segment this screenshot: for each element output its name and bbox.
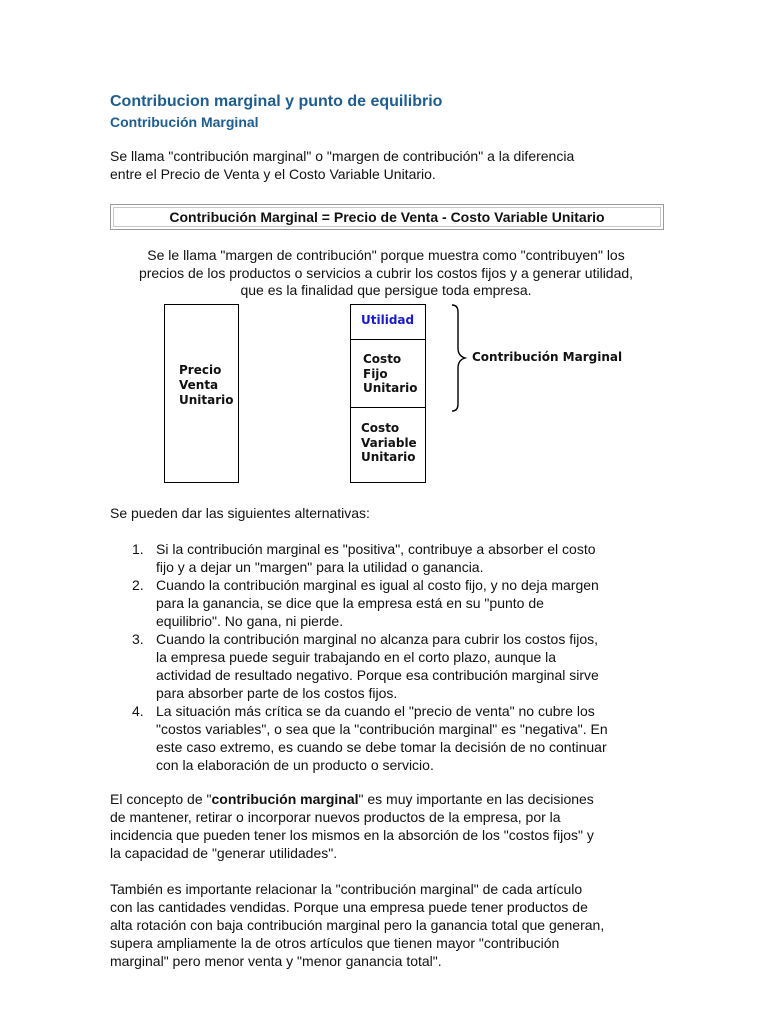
costo-fijo-line: Costo: [363, 352, 402, 366]
list-line: equilibrio". No gana, ni pierde.: [156, 613, 344, 629]
utilidad-label: Utilidad: [361, 313, 415, 327]
concept-line-1: [110, 790, 662, 808]
concept-line: de mantener, retirar o incorporar nuevos productos de la empresa, por la: [110, 809, 561, 825]
list-line: La situación más crítica se da cuando el "precio de venta" no cubre los: [156, 703, 595, 719]
tambien-paragraph: [110, 880, 662, 970]
price-label-line: Precio: [179, 363, 222, 377]
utilidad-cell: [351, 305, 425, 340]
concept-line: la capacidad de "generar utilidades".: [110, 845, 338, 861]
explain-line-2: precios de los productos o servicios a cubrir los costos fijos y a generar utilidad,: [138, 264, 634, 281]
section-subtitle: Contribución Marginal: [110, 114, 259, 130]
intro-line-2: entre el Precio de Venta y el Costo Variable Unitario.: [110, 166, 436, 182]
formula-box: [110, 204, 664, 230]
alternatives-list: [110, 540, 662, 774]
explain-line-1: Se le llama "margen de contribución" porque muestra como "contribuyen" los: [147, 247, 625, 263]
concept-bold: contribución marginal: [211, 791, 359, 807]
explain-line-3: que es la finalidad que persigue toda empresa.: [240, 282, 532, 298]
cost-stack: [350, 304, 426, 483]
document-page: [110, 92, 662, 969]
intro-paragraph: [110, 147, 662, 183]
costo-fijo-line: Unitario: [363, 381, 418, 395]
list-line: fijo y a dejar un "margen" para la utilidad o ganancia.: [156, 559, 484, 575]
tambien-line: supera ampliamente la de otros artículos que tienen mayor "contribución: [110, 935, 560, 951]
list-number: 4.: [132, 703, 144, 719]
page-title: Contribucion marginal y punto de equilibrio: [110, 93, 443, 110]
list-line: "costos variables", o sea que la "contribución marginal" es "negativa". En: [156, 721, 608, 737]
list-item: [110, 702, 662, 774]
costo-variable-line: Costo: [361, 421, 400, 435]
tambien-line: También es importante relacionar la "contribución marginal" de cada artículo: [110, 881, 583, 897]
list-line: Si la contribución marginal es "positiva", contribuye a absorber el costo: [156, 541, 596, 557]
costo-variable-line: Variable: [361, 435, 417, 450]
price-label-line: Unitario: [179, 393, 234, 407]
formula-text: Contribución Marginal = Precio de Venta - Costo Variable Unitario: [113, 207, 661, 227]
contribution-diagram: [110, 302, 662, 487]
list-line: Cuando la contribución marginal no alcanza para cubrir los costos fijos,: [156, 631, 599, 647]
concept-line: incidencia que pueden tener los mismos en la absorción de los "costos fijos" y: [110, 827, 594, 843]
list-line: este caso extremo, es cuando se debe tomar la decisión de no continuar: [156, 739, 607, 755]
costo-fijo-label: [363, 352, 418, 396]
costo-variable-label: [361, 421, 417, 465]
list-number: 1.: [132, 541, 144, 557]
price-box: [164, 304, 239, 483]
costo-fijo-cell: [351, 340, 425, 408]
list-item: [110, 630, 662, 702]
list-number: 2.: [132, 577, 144, 593]
tambien-line: con las cantidades vendidas. Porque una empresa puede tener productos de: [110, 899, 588, 915]
list-line: para la ganancia, se dice que la empresa está en su "punto de: [156, 595, 544, 611]
explain-paragraph: [110, 247, 662, 300]
list-line: con la elaboración de un producto o servicio.: [156, 757, 434, 773]
list-line: actividad de resultado negativo. Porque esa contribución marginal sirve: [156, 667, 599, 683]
tambien-line: alta rotación con baja contribución marginal pero la ganancia total que generan,: [110, 917, 605, 933]
list-line: Cuando la contribución marginal es igual al costo fijo, y no deja margen: [156, 577, 599, 593]
price-box-label: [179, 363, 234, 408]
concept-pre: El concepto de ": [110, 791, 212, 807]
costo-variable-cell: [351, 408, 425, 482]
intro-line-1: Se llama "contribución marginal" o "margen de contribución" a la diferencia: [110, 148, 575, 164]
costo-variable-line: Unitario: [361, 450, 416, 464]
brace-label: Contribución Marginal: [472, 350, 623, 364]
curly-brace-icon: [450, 304, 470, 412]
list-line: la empresa puede seguir trabajando en el corto plazo, aunque la: [156, 649, 557, 665]
costo-fijo-line: Fijo: [363, 366, 388, 381]
list-line: para absorber parte de los costos fijos.: [156, 685, 398, 701]
tambien-line: marginal" pero menor venta y "menor ganancia total".: [110, 953, 442, 969]
concept-paragraph: [110, 790, 662, 862]
list-item: [110, 540, 662, 576]
concept-post: " es muy importante en las decisiones: [358, 791, 594, 807]
alternatives-intro: Se pueden dar las siguientes alternativas:: [110, 505, 370, 521]
price-label-line: Venta: [179, 378, 219, 392]
list-number: 3.: [132, 631, 144, 647]
list-item: [110, 576, 662, 630]
